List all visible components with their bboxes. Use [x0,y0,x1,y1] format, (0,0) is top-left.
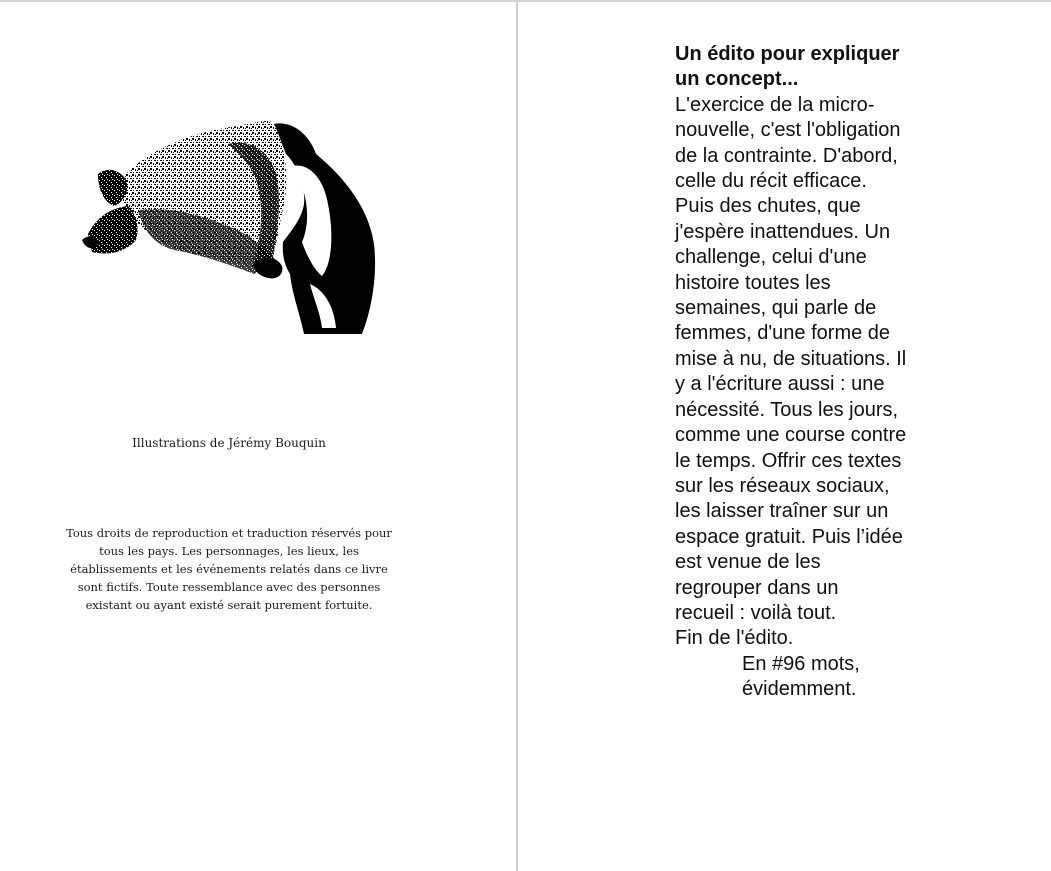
edito-signature-line: évidemment. [742,678,857,701]
edito-body-line: challenge, celui d'une [675,246,867,269]
copyright-line: sont fictifs. Toute ressemblance avec des personnes [77,580,381,594]
edito-title-line: Un édito pour expliquer [675,43,900,65]
edito-body-line: histoire toutes les [675,271,831,294]
edito-body-line: Puis des chutes, que [675,195,861,218]
copyright-notice [48,524,410,614]
copyright-line: établissements et les événements relatés dans ce livre [70,562,388,576]
edito-body-line: est venue de les [675,551,821,574]
copyright-line: tous les pays. Les personnages, les lieux, les [99,544,359,558]
edito-body-line: espace gratuit. Puis l’idée [675,525,903,548]
left-page [0,2,516,871]
right-page [518,2,1051,871]
edito-body-line: le temps. Offrir ces textes [675,449,902,472]
edito-body-line: celle du récit efficace. [675,170,867,193]
edito-body-line: recueil : voilà tout. [675,601,837,624]
edito-body-line: nouvelle, c'est l'obligation [675,119,901,142]
edito-body-line: Fin de l'édito. [675,627,794,650]
edito-body-line: comme une course contre [675,424,907,447]
edito-body-line: femmes, d'une forme de [675,322,891,345]
illustration-credit: Illustrations de Jérémy Bouquin [132,436,326,450]
copyright-line: Tous droits de reproduction et traduction réservés pour [66,526,392,540]
edito-text [675,42,975,703]
edito-title-line: un concept... [675,68,799,91]
edito-body-line: de la contrainte. D'abord, [675,144,898,167]
edito-body-line: L'exercice de la micro- [675,93,875,116]
edito-body-line: y a l'écriture aussi : une [675,373,885,396]
edito-body-line: les laisser traîner sur un [675,500,889,523]
figure-illustration [78,114,378,336]
edito-body-line: sur les réseaux sociaux, [675,474,890,497]
edito-body-line: semaines, qui parle de [675,297,877,320]
copyright-line: existant ou ayant existé serait purement fortuite. [85,598,373,612]
edito-body-line: regrouper dans un [675,576,839,599]
edito-body-line: nécessité. Tous les jours, [675,398,899,421]
edito-signature-line: En #96 mots, [742,652,860,675]
edito-body-line: mise à nu, de situations. Il [675,347,907,370]
edito-body-line: j'espère inattendues. Un [675,220,891,243]
